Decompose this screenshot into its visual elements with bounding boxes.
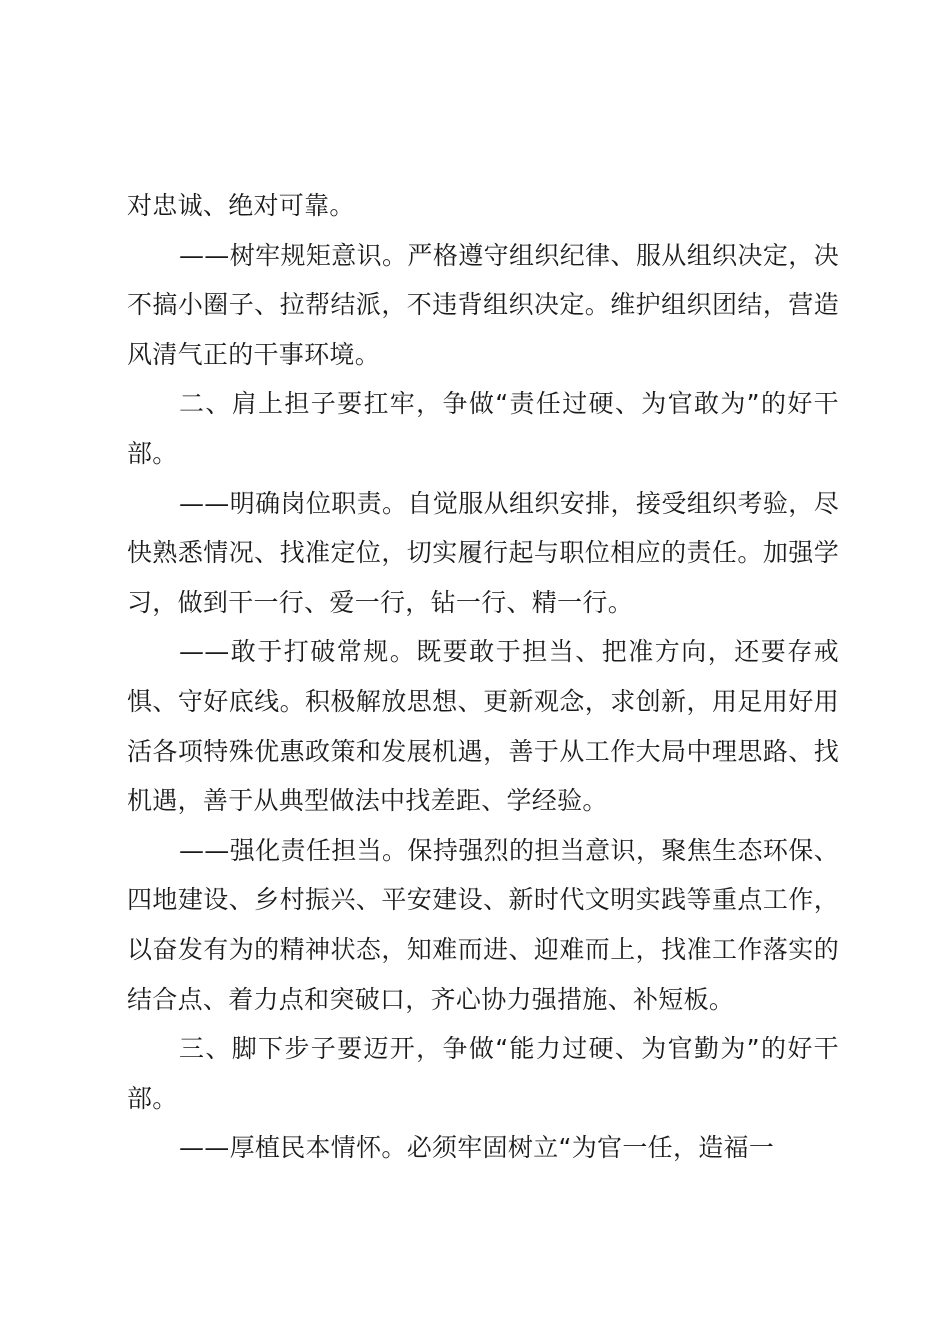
paragraph-break-convention: ——敢于打破常规。既要敢于担当、把准方向，还要存戒惧、守好底线。积极解放思想、更新观念，求创新，用足用好用活各项特殊优惠政策和发展机遇，善于从工作大局中理思路、找机遇，善于从典型做法中找差距、学经验。: [127, 637, 839, 816]
paragraph-job-duties: ——明确岗位职责。自觉服从组织安排，接受组织考验，尽快熟悉情况、找准定位，切实履行起与职位相应的责任。加强学习，做到干一行、爱一行，钻一行、精一行。: [127, 488, 839, 617]
section-heading-three: 三、脚下步子要迈开，争做“能力过硬、为官勤为”的好干部。: [127, 1034, 839, 1113]
document-body: [127, 181, 839, 1173]
paragraph-continuation: 对忠诚、绝对可靠。: [127, 191, 355, 220]
section-heading-two: 二、肩上担子要扛牢，争做“责任过硬、为官敢为”的好干部。: [127, 389, 839, 468]
paragraph-responsibility: ——强化责任担当。保持强烈的担当意识，聚焦生态环保、四地建设、乡村振兴、平安建设、新时代文明实践等重点工作，以奋发有为的精神状态，知难而进、迎难而上，找准工作落实的结合点、着力点和突破口，齐心协力强措施、补短板。: [127, 835, 839, 1014]
paragraph-people-oriented: ——厚植民本情怀。必须牢固树立“为官一任，造福一: [179, 1133, 775, 1163]
paragraph-rules-awareness: ——树牢规矩意识。严格遵守组织纪律、服从组织决定，决不搞小圈子、拉帮结派，不违背组织决定。维护组织团结，营造风清气正的干事环境。: [127, 240, 839, 369]
